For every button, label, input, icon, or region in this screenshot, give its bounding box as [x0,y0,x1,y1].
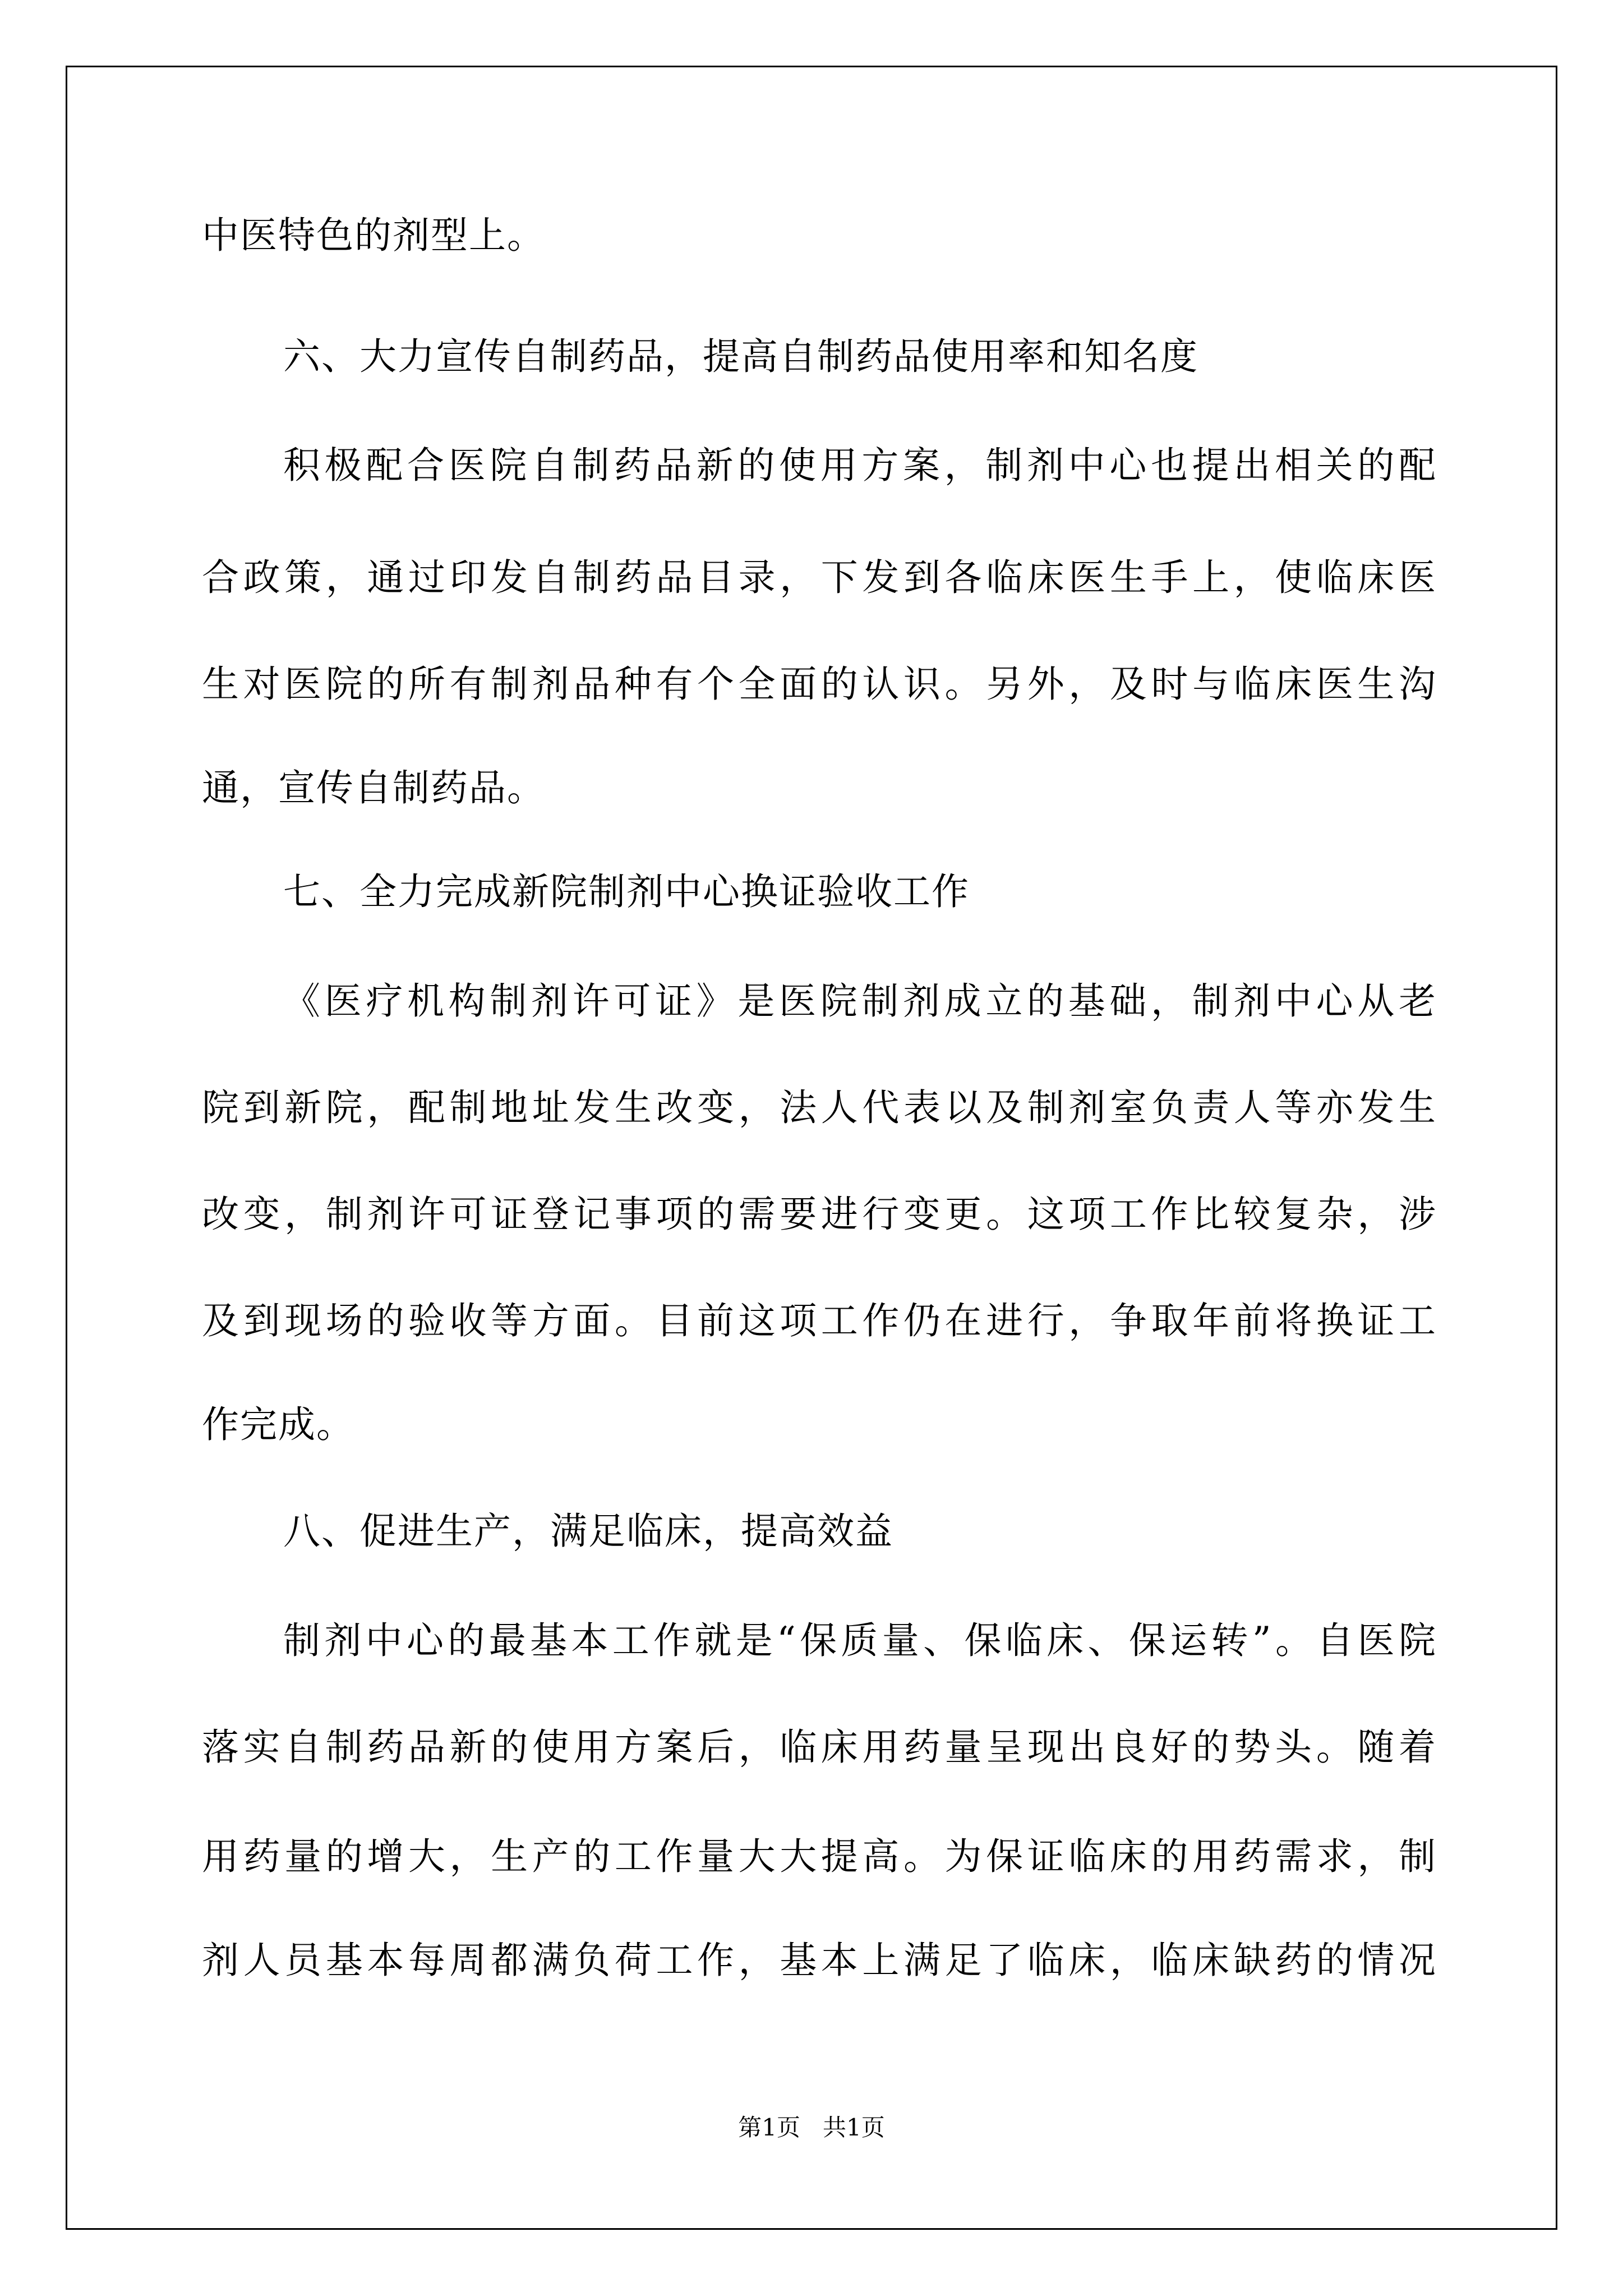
text-line-11: 及到现场的验收等方面。目前这项工作仍在进行，争取年前将换证工 [202,1299,1436,1342]
text-line-14: 制剂中心的最基本工作就是“保质量、保临床、保运转”。自医院 [283,1619,1436,1662]
text-line-1: 中医特色的剂型上。 [202,214,545,257]
text-line-17: 剂人员基本每周都满负荷工作，基本上满足了临床，临床缺药的情况 [202,1939,1436,1982]
section-heading-6: 六、大力宣传自制药品，提高自制药品使用率和知名度 [283,335,1198,378]
text-line-5: 生对医院的所有制剂品种有个全面的认识。另外，及时与临床医生沟 [202,662,1436,706]
text-line-8: 《医疗机构制剂许可证》是医院制剂成立的基础，制剂中心从老 [283,979,1436,1023]
page-footer: 第1页 共1页 [738,2114,885,2141]
section-heading-8: 八、促进生产，满足临床，提高效益 [283,1510,893,1553]
text-line-16: 用药量的增大，生产的工作量大大提高。为保证临床的用药需求，制 [202,1835,1436,1878]
text-line-6: 通，宣传自制药品。 [202,766,545,809]
text-line-4: 合政策，通过印发自制药品目录，下发到各临床医生手上，使临床医 [202,556,1436,599]
text-line-12: 作完成。 [202,1403,354,1446]
text-line-3: 积极配合医院自制药品新的使用方案，制剂中心也提出相关的配 [283,444,1436,487]
text-line-10: 改变，制剂许可证登记事项的需要进行变更。这项工作比较复杂，涉 [202,1193,1436,1236]
page-border [66,66,1557,2230]
text-line-9: 院到新院，配制地址发生改变，法人代表以及制剂室负责人等亦发生 [202,1086,1436,1129]
section-heading-7: 七、全力完成新院制剂中心换证验收工作 [283,870,970,913]
text-line-15: 落实自制药品新的使用方案后，临床用药量呈现出良好的势头。随着 [202,1726,1436,1769]
